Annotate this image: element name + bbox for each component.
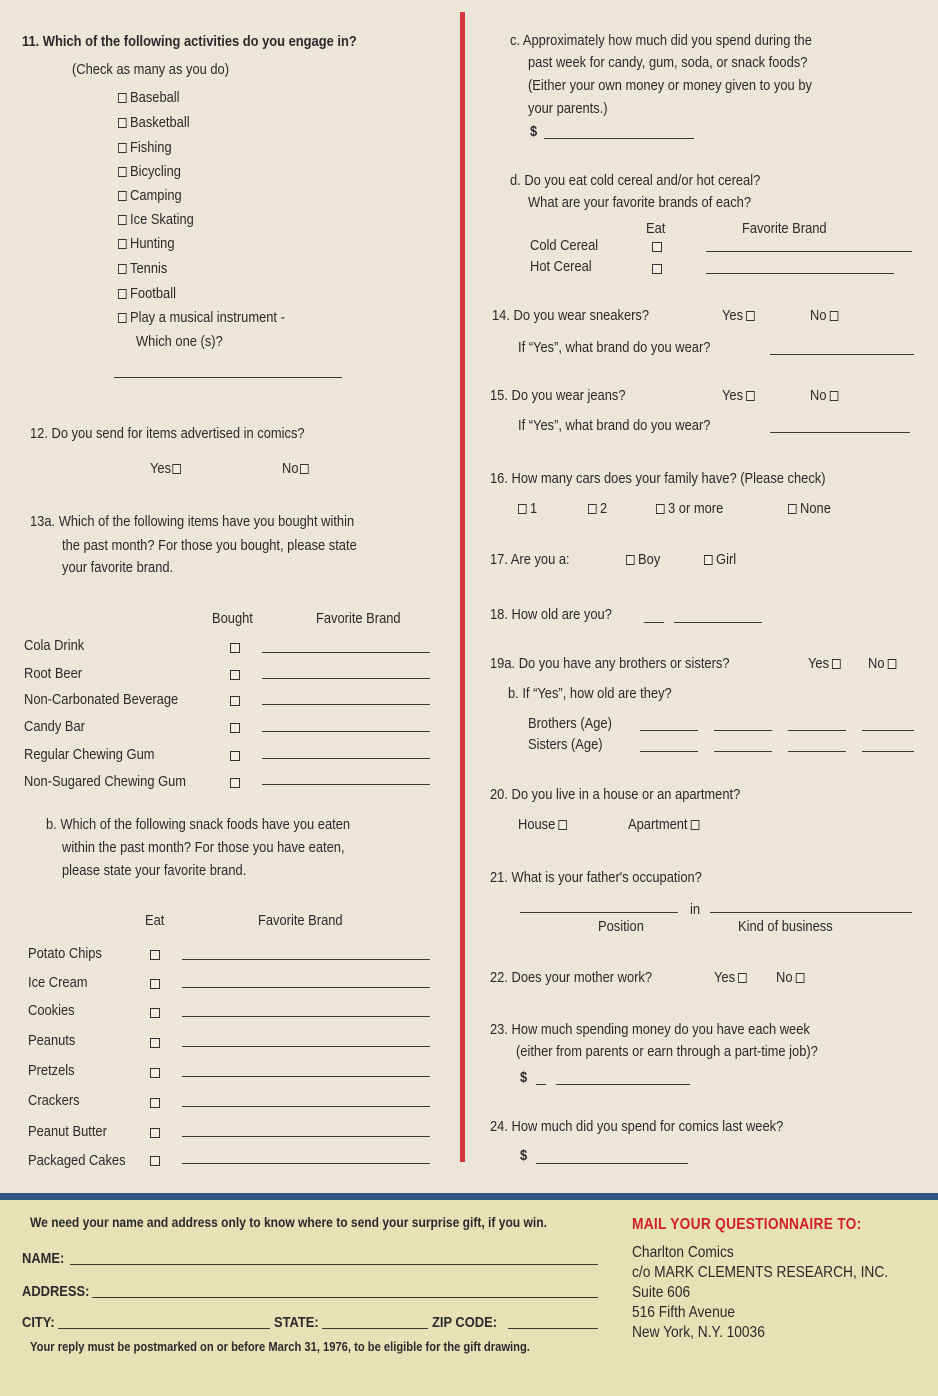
checkbox[interactable] [746,391,755,401]
q13c-amount-line[interactable] [544,138,694,139]
q13d-col-brand: Favorite Brand [742,220,827,237]
q13a-checkbox[interactable] [230,751,240,761]
checkbox[interactable] [704,555,713,565]
q13a-line3: your favorite brand. [62,559,174,576]
q15-yes[interactable]: Yes [722,386,759,406]
q13a-brand-line[interactable] [262,731,430,732]
q11-option-musical-instrument[interactable]: Play a musical instrument - [118,308,285,328]
mail-title: MAIL YOUR QUESTIONNAIRE TO: [632,1216,862,1233]
q13d-col-eat: Eat [646,220,666,237]
q14-yes[interactable]: Yes [722,306,759,326]
footer-divider [0,1193,938,1200]
q13b-brand-line[interactable] [182,1016,430,1017]
q22-question: 22. Does your mother work? [490,969,653,986]
q11-note: (Check as many as you do) [72,61,230,78]
q24-dollar: $ [520,1147,528,1164]
column-divider [460,12,465,1162]
checkbox[interactable] [118,167,127,177]
mail-address-line2: c/o MARK CLEMENTS RESEARCH, INC. [632,1264,889,1281]
q19-sister-age-line[interactable] [788,751,846,752]
name-label: NAME: [22,1250,65,1267]
q13d-brand-line[interactable] [706,273,894,274]
mail-address-line5: New York, N.Y. 10036 [632,1324,765,1341]
q13c-line4: your parents.) [528,100,608,117]
q19-no[interactable]: No [868,654,900,674]
q14-brand-line[interactable] [770,354,914,355]
q17-girl[interactable]: Girl [704,550,736,570]
q11-option-camping[interactable]: Camping [118,186,182,206]
q13b-brand-line[interactable] [182,1106,430,1107]
q15-no[interactable]: No [810,386,842,406]
checkbox[interactable] [830,391,839,401]
q16-option-1[interactable]: 1 [518,499,537,519]
q22-yes[interactable]: Yes [714,968,751,988]
q13a-col-bought: Bought [212,610,253,627]
q13b-brand-line[interactable] [182,1076,430,1077]
q21-question: 21. What is your father's occupation? [490,869,702,886]
q13a-item-regular-gum: Regular Chewing Gum [24,746,155,763]
q13b-brand-line[interactable] [182,987,430,988]
q13b-item-packaged-cakes: Packaged Cakes [28,1152,126,1169]
q13c-line2: past week for candy, gum, soda, or snack foods? [528,54,808,71]
checkbox[interactable] [118,239,127,249]
q13a-brand-line[interactable] [262,678,430,679]
checkbox[interactable] [118,93,127,103]
q16-option-3-or-more[interactable]: 3 or more [656,499,723,519]
q13b-col-brand: Favorite Brand [258,912,343,929]
checkbox[interactable] [118,191,127,201]
q19-sister-age-line[interactable] [640,751,698,752]
checkbox[interactable] [118,264,127,274]
checkbox[interactable] [588,504,597,514]
q13a-line1: 13a. Which of the following items have you bought within [30,513,355,530]
q13b-item-potato-chips: Potato Chips [28,945,102,962]
q19-brothers: Brothers (Age) [528,715,612,732]
checkbox[interactable] [300,464,309,474]
q15-follow: If “Yes”, what brand do you wear? [518,417,711,434]
q13b-checkbox[interactable] [150,1128,160,1138]
q16-question: 16. How many cars does your family have? (Please check) [490,470,826,487]
q14-follow: If “Yes”, what brand do you wear? [518,339,711,356]
q15-brand-line[interactable] [770,432,910,433]
q18-age-line[interactable] [644,622,664,623]
q13a-checkbox[interactable] [230,723,240,733]
q13b-brand-line[interactable] [182,1136,430,1137]
q13c-dollar: $ [530,123,538,140]
checkbox[interactable] [656,504,665,514]
q14-no[interactable]: No [810,306,842,326]
q13d-brand-line[interactable] [706,251,912,252]
footer-notice: We need your name and address only to know where to send your surprise gift, if you win. [30,1214,547,1230]
q21-position-line[interactable] [520,912,678,913]
q13b-item-cookies: Cookies [28,1002,75,1019]
q21-in: in [690,901,701,918]
q13b-checkbox[interactable] [150,1156,160,1166]
state-field[interactable] [322,1328,428,1329]
checkbox[interactable] [118,289,127,299]
checkbox[interactable] [746,311,755,321]
q19-brother-age-line[interactable] [788,730,846,731]
q13a-item-non-carbonated: Non-Carbonated Beverage [24,691,179,708]
checkbox[interactable] [691,820,700,830]
q13b-item-pretzels: Pretzels [28,1062,75,1079]
q12-question: 12. Do you send for items advertised in comics? [30,425,305,442]
checkbox[interactable] [118,313,127,323]
q13b-item-crackers: Crackers [28,1092,80,1109]
q13a-item-cola: Cola Drink [24,637,85,654]
q22-no[interactable]: No [776,968,808,988]
zip-label: ZIP CODE: [432,1314,497,1331]
q13b-item-peanut-butter: Peanut Butter [28,1123,107,1140]
checkbox[interactable] [830,311,839,321]
q23-line1: 23. How much spending money do you have each week [490,1021,810,1038]
q11-option-basketball[interactable]: Basketball [118,113,190,133]
q13b-line1: b. Which of the following snack foods have you eaten [46,816,351,833]
q17-question: 17. Are you a: [490,551,570,568]
mail-address-line3: Suite 606 [632,1284,691,1301]
q20-question: 20. Do you live in a house or an apartment? [490,786,741,803]
q13a-item-candy-bar: Candy Bar [24,718,85,735]
q19-yes[interactable]: Yes [808,654,845,674]
q13b-col-eat: Eat [145,912,165,929]
q13b-item-peanuts: Peanuts [28,1032,76,1049]
city-label: CITY: [22,1314,55,1331]
q20-apartment[interactable]: Apartment [628,815,703,835]
q13a-checkbox[interactable] [230,696,240,706]
q13b-line2: within the past month? For those you have eaten, [62,839,345,856]
q23-dollar: $ [520,1069,528,1086]
q13b-checkbox[interactable] [150,1008,160,1018]
checkbox[interactable] [888,659,897,669]
q21-kind-label: Kind of business [738,918,833,935]
q13a-checkbox[interactable] [230,778,240,788]
checkbox[interactable] [738,973,747,983]
q13c-line1: c. Approximately how much did you spend during the [510,32,812,49]
city-field[interactable] [58,1328,270,1329]
checkbox[interactable] [796,973,805,983]
q19-sister-age-line[interactable] [714,751,772,752]
q19-question: 19a. Do you have any brothers or sisters? [490,655,730,672]
q13a-checkbox[interactable] [230,643,240,653]
q13a-brand-line[interactable] [262,784,430,785]
q16-option-none[interactable]: None [788,499,831,519]
q13c-line3: (Either your own money or money given to you by [528,77,812,94]
q19-sisters: Sisters (Age) [528,736,603,753]
q13b-checkbox[interactable] [150,1098,160,1108]
q21-position-label: Position [598,918,644,935]
q19-brother-age-line[interactable] [714,730,772,731]
q11-option-ice-skating[interactable]: Ice Skating [118,210,194,230]
q13a-checkbox[interactable] [230,670,240,680]
q14-question: 14. Do you wear sneakers? [492,307,650,324]
q13b-brand-line[interactable] [182,1046,430,1047]
checkbox[interactable] [118,215,127,225]
q11-question: 11. Which of the following activities do you engage in? [22,33,357,50]
q11-option-bicycling[interactable]: Bicycling [118,162,181,182]
q13d-item-hot-cereal: Hot Cereal [530,258,592,275]
q17-boy[interactable]: Boy [626,550,660,570]
q13d-item-cold-cereal: Cold Cereal [530,237,599,254]
checkbox[interactable] [118,143,127,153]
q13a-col-brand: Favorite Brand [316,610,401,627]
q13b-checkbox[interactable] [150,1068,160,1078]
q13a-line2: the past month? For those you bought, please state [62,537,357,554]
address-label: ADDRESS: [22,1283,90,1300]
q13b-brand-line[interactable] [182,1163,430,1164]
q13a-brand-line[interactable] [262,758,430,759]
state-label: STATE: [274,1314,319,1331]
q13b-brand-line[interactable] [182,959,430,960]
q13a-item-root-beer: Root Beer [24,665,83,682]
q13d-checkbox[interactable] [652,264,662,274]
q19-brother-age-line[interactable] [640,730,698,731]
q24-amount-line[interactable] [536,1163,688,1164]
q16-option-2[interactable]: 2 [588,499,607,519]
q18-question: 18. How old are you? [490,606,612,623]
q19-sister-age-line[interactable] [862,751,914,752]
q11-option-hunting[interactable]: Hunting [118,234,175,254]
q13b-checkbox[interactable] [150,979,160,989]
q19b: b. If “Yes”, how old are they? [508,685,672,702]
q23-line2: (either from parents or earn through a part-time job)? [516,1043,818,1060]
q11-instrument-line[interactable] [114,377,342,378]
q18-age-line[interactable] [674,622,762,623]
checkbox[interactable] [518,504,527,514]
q11-option-football[interactable]: Football [118,284,176,304]
postmark-note: Your reply must be postmarked on or before March 31, 1976, to be eligible for the gift drawing. [30,1339,530,1354]
q12-no[interactable]: No [282,459,312,479]
q23-amount-line[interactable] [556,1084,690,1085]
q13a-brand-line[interactable] [262,704,430,705]
name-field[interactable] [70,1264,598,1265]
q13a-item-sugarless-gum: Non-Sugared Chewing Gum [24,773,187,790]
checkbox[interactable] [559,820,568,830]
q13d-line1: d. Do you eat cold cereal and/or hot cereal? [510,172,761,189]
q11-option-tennis[interactable]: Tennis [118,259,167,279]
q11-which-one: Which one (s)? [136,333,223,350]
checkbox[interactable] [118,118,127,128]
q13d-line2: What are your favorite brands of each? [528,194,752,211]
q13b-line3: please state your favorite brand. [62,862,247,879]
q12-yes[interactable]: Yes [150,459,185,479]
checkbox[interactable] [788,504,797,514]
checkbox[interactable] [832,659,841,669]
q13b-item-ice-cream: Ice Cream [28,974,88,991]
mail-address-line1: Charlton Comics [632,1244,734,1261]
checkbox[interactable] [173,464,182,474]
q13d-checkbox[interactable] [652,242,662,252]
q11-option-fishing[interactable]: Fishing [118,138,172,158]
q15-question: 15. Do you wear jeans? [490,387,626,404]
mail-address-line4: 516 Fifth Avenue [632,1304,736,1321]
q13a-brand-line[interactable] [262,652,430,653]
checkbox[interactable] [626,555,635,565]
q13b-checkbox[interactable] [150,1038,160,1048]
q23-amount-line[interactable] [536,1084,546,1085]
q19-brother-age-line[interactable] [862,730,914,731]
q20-house[interactable]: House [518,815,571,835]
q24-question: 24. How much did you spend for comics last week? [490,1118,784,1135]
address-field[interactable] [92,1297,598,1298]
q13b-checkbox[interactable] [150,950,160,960]
zip-field[interactable] [508,1328,598,1329]
q21-business-line[interactable] [710,912,912,913]
q11-option-baseball[interactable]: Baseball [118,88,180,108]
